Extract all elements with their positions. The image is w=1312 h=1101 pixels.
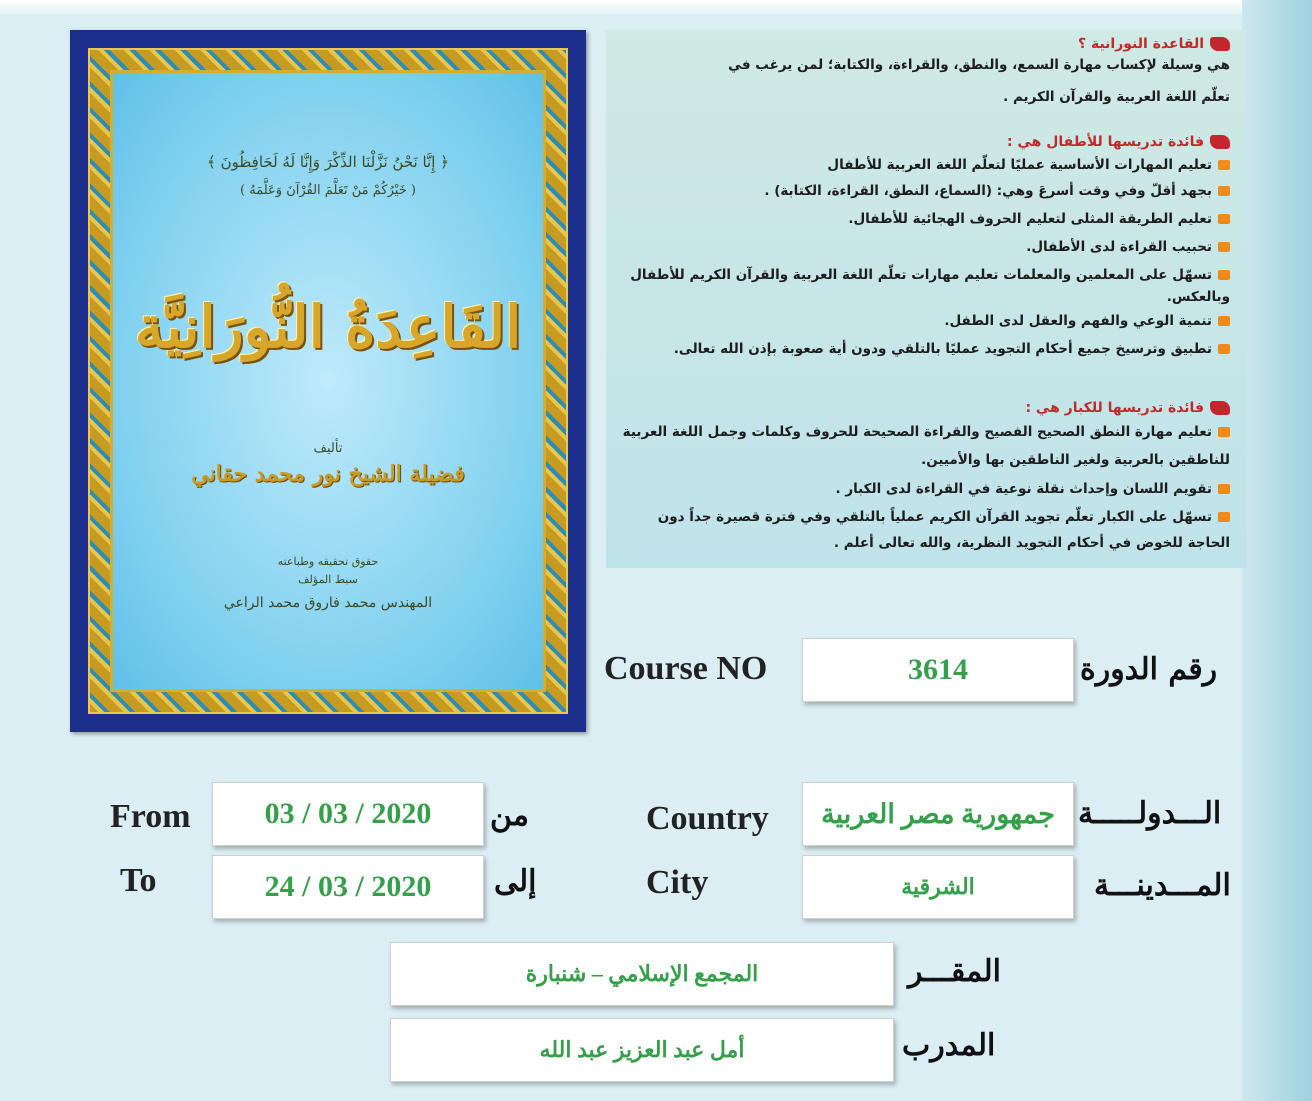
flag-icon xyxy=(1210,401,1230,415)
info-panel xyxy=(606,30,1246,568)
bullet-icon xyxy=(1218,316,1230,326)
city-label-en: City xyxy=(646,864,709,901)
course-no-label-ar: رقم الدورة xyxy=(1080,652,1218,687)
page-side-stripe xyxy=(1242,0,1312,1101)
list-item xyxy=(616,180,1230,202)
to-label-ar: إلى xyxy=(494,864,537,899)
list-item-text: تطبيق وترسيخ جميع أحكام التجويد عمليًا بالتلقي ودون أية صعوبة بإذن الله تعالى. xyxy=(673,341,1212,357)
bullet-icon xyxy=(1218,427,1230,437)
list-item xyxy=(616,310,1230,332)
intro-line-1: هي وسيلة لإكساب مهارة السمع، والنطق، والقراءة، والكتابة؛ لمن يرغب في xyxy=(728,57,1230,73)
adults-heading xyxy=(616,400,1230,416)
trainer-label-ar: المدرب xyxy=(902,1028,996,1063)
bullet-icon xyxy=(1218,214,1230,224)
cover-note-2: سبط المؤلف xyxy=(298,573,358,586)
bullet-icon xyxy=(1218,186,1230,196)
list-item-text: تسهّل على الكبار تعلّم تجويد القرآن الكريم عملياً بالتلقي وفي فترة قصيرة جداً دون الحاجة للخوض في أحكام التجويد النظرية، والله تعالى أعلم . xyxy=(657,509,1230,551)
cover-author-label: تأليف xyxy=(313,441,343,456)
trainer-field: أمل عبد العزيز عبد الله xyxy=(390,1018,894,1082)
bullet-icon xyxy=(1218,484,1230,494)
venue-label-ar: المقـــر xyxy=(908,954,1001,989)
venue-field: المجمع الإسلامي – شنبارة xyxy=(390,942,894,1006)
country-label-en: Country xyxy=(646,800,769,837)
intro-heading-text: القاعدة النورانية ؟ xyxy=(1077,36,1204,52)
intro-section xyxy=(616,36,1230,110)
list-item-text: تعليم مهارة النطق الصحيح الفصيح والقراءة الصحيحة للحروف وكلمات وجمل اللغة العربية للناطقين بالعربية ولغير الناطقين بها والأميين. xyxy=(622,424,1230,468)
children-heading-text: فائدة تدريسها للأطفال هي : xyxy=(1007,134,1204,150)
book-cover xyxy=(70,30,586,732)
flag-icon xyxy=(1210,37,1230,51)
bullet-icon xyxy=(1218,160,1230,170)
to-date-field: 24 / 03 / 2020 xyxy=(212,855,484,919)
children-heading xyxy=(616,134,1230,150)
cover-editor: المهندس محمد فاروق محمد الراعي xyxy=(223,595,433,611)
adults-heading-text: فائدة تدريسها للكبار هي : xyxy=(1025,400,1204,416)
intro-line-2: تعلّم اللغة العربية والقرآن الكريم . xyxy=(1003,89,1230,105)
list-item xyxy=(616,154,1230,176)
list-item xyxy=(616,208,1230,230)
cover-note-1: حقوق تحقيقه وطباعته xyxy=(277,555,379,568)
cover-verse: ﴿ إِنَّا نَحْنُ نَزَّلْنَا الذِّكْرَ وَإِنَّا لَهُ لَحَافِظُونَ ﴾ xyxy=(207,153,449,171)
cover-hadith: ( خَيْرُكُمْ مَنْ تَعَلَّمَ القُرْآنَ وَعَلَّمَهُ ) xyxy=(240,183,416,198)
to-label-en: To xyxy=(120,862,157,899)
list-item-text: تعليم الطريقة المثلى لتعليم الحروف الهجائية للأطفال. xyxy=(848,211,1212,227)
from-date-field: 03 / 03 / 2020 xyxy=(212,782,484,846)
country-field: جمهورية مصر العربية xyxy=(802,782,1074,846)
bullet-icon xyxy=(1218,512,1230,522)
list-item-text: تقويم اللسان وإحداث نقلة نوعية في القراءة لدى الكبار . xyxy=(835,481,1212,497)
course-no-field: 3614 xyxy=(802,638,1074,702)
country-label-ar: الـــدولـــــة xyxy=(1078,796,1222,831)
list-item xyxy=(616,236,1230,258)
list-item xyxy=(616,418,1230,474)
children-section xyxy=(616,134,1230,360)
list-item-text: تسهّل على المعلمين والمعلمات تعليم مهارات تعلّم اللغة العربية والقرآن الكريم للأطفال وبالعكس. xyxy=(630,267,1230,305)
page-top-band xyxy=(0,0,1312,14)
bullet-icon xyxy=(1218,242,1230,252)
list-item xyxy=(616,504,1230,556)
intro-heading xyxy=(616,36,1230,52)
bullet-icon xyxy=(1218,344,1230,354)
list-item-text: بجهد أقلّ وفي وقت أسرعَ وهي: (السماع، النطق، القراءة، الكتابة) . xyxy=(764,183,1212,199)
list-item xyxy=(616,264,1230,308)
list-item-text: تعليم المهارات الأساسية عمليًا لتعلّم اللغة العربية للأطفال xyxy=(827,157,1212,173)
list-item xyxy=(616,478,1230,500)
cover-author: فضيلة الشيخ نور محمد حقاني xyxy=(191,461,465,487)
list-item xyxy=(616,338,1230,360)
adults-section xyxy=(616,400,1230,556)
from-label-en: From xyxy=(110,798,191,835)
course-no-label-en: Course NO xyxy=(604,650,768,687)
list-item-text: تحبيب القراءة لدى الأطفال. xyxy=(1026,239,1212,255)
city-field: الشرقية xyxy=(802,855,1074,919)
flag-icon xyxy=(1210,135,1230,149)
from-label-ar: من xyxy=(490,798,529,833)
list-item-text: تنمية الوعي والفهم والعقل لدى الطفل. xyxy=(944,313,1212,329)
cover-title: القَاعِدَةُ النُّورَانِيَّة xyxy=(134,293,522,361)
cover-inner-panel xyxy=(110,70,546,692)
city-label-ar: المـــدينـــة xyxy=(1094,868,1231,903)
bullet-icon xyxy=(1218,270,1230,280)
